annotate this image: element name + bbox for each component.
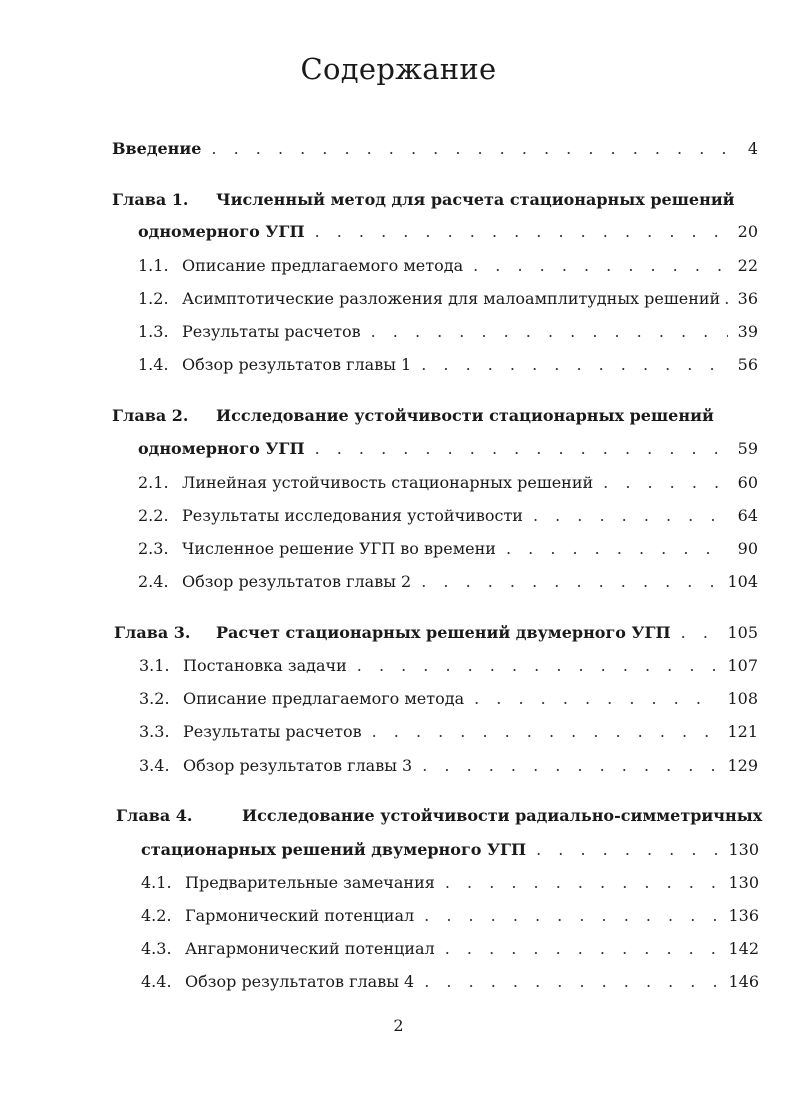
section-page: 142 <box>728 939 759 958</box>
section-page: 107 <box>727 656 758 675</box>
section-title: Описание предлагаемого метода <box>182 256 464 275</box>
section-number: 3.1. <box>139 656 170 675</box>
chapter-2-page: 59 <box>737 439 758 458</box>
leader-dots <box>424 972 718 992</box>
section-title: Обзор результатов главы 4 <box>185 972 415 991</box>
section-title: Обзор результатов главы 3 <box>183 756 413 775</box>
section-page: 121 <box>727 722 758 741</box>
toc-section[interactable] <box>139 689 758 709</box>
section-page: 22 <box>737 256 758 275</box>
page-title: Содержание <box>300 52 497 86</box>
section-page: 104 <box>727 572 758 591</box>
section-number: 1.4. <box>138 355 169 374</box>
chapter-4-title-line1: Исследование устойчивости радиально-симметричных <box>242 806 763 825</box>
section-number: 1.1. <box>138 256 169 275</box>
section-title: Обзор результатов главы 1 <box>182 355 412 374</box>
section-number: 4.3. <box>141 939 172 958</box>
section-page: 136 <box>728 906 759 925</box>
leader-dots <box>315 222 728 242</box>
chapter-3-page: 105 <box>727 623 758 642</box>
toc-section[interactable] <box>138 506 758 526</box>
leader-dots <box>424 906 718 926</box>
chapter-4-number: Глава 4. <box>116 806 193 825</box>
chapter-2-number: Глава 2. <box>112 406 189 425</box>
section-number: 1.2. <box>138 289 169 308</box>
chapter-4-page: 130 <box>728 840 759 859</box>
toc-section[interactable] <box>138 473 758 493</box>
page-number: 2 <box>393 1016 404 1035</box>
section-number: 2.1. <box>138 473 169 492</box>
toc-section[interactable] <box>139 656 758 676</box>
toc-section[interactable] <box>139 756 758 776</box>
chapter-4-heading-cont[interactable] <box>141 840 759 860</box>
chapter-1-number: Глава 1. <box>112 190 189 209</box>
toc-intro-label: Введение <box>112 139 202 158</box>
leader-dots <box>724 289 733 309</box>
leader-dots <box>445 873 719 893</box>
leader-dots <box>681 623 718 643</box>
section-title: Результаты расчетов <box>182 322 361 341</box>
toc-section[interactable] <box>138 539 758 559</box>
chapter-2-title-line1: Исследование устойчивости стационарных решений <box>216 406 714 425</box>
section-number: 1.3. <box>138 322 169 341</box>
chapter-3-number: Глава 3. <box>114 623 191 642</box>
section-page: 56 <box>737 355 758 374</box>
leader-dots <box>421 572 717 592</box>
leader-dots <box>421 355 727 375</box>
chapter-2-heading[interactable] <box>112 406 714 426</box>
leader-dots <box>371 322 728 342</box>
toc-section[interactable] <box>138 322 758 342</box>
chapter-4-title-line2: стационарных решений двумерного УГП <box>141 840 527 859</box>
section-title: Результаты расчетов <box>183 722 362 741</box>
section-page: 130 <box>728 873 759 892</box>
leader-dots <box>473 256 728 276</box>
leader-dots <box>372 722 718 742</box>
leader-dots <box>211 139 737 159</box>
chapter-2-title-line2: одномерного УГП <box>138 439 305 458</box>
section-title: Численное решение УГП во времени <box>182 539 496 558</box>
toc-section[interactable] <box>139 722 758 742</box>
toc-intro[interactable] <box>112 139 758 159</box>
toc-section[interactable] <box>141 939 759 959</box>
section-title: Описание предлагаемого метода <box>183 689 465 708</box>
leader-dots <box>422 756 717 776</box>
toc-section[interactable] <box>138 355 758 375</box>
section-title: Постановка задачи <box>183 656 347 675</box>
section-number: 3.4. <box>139 756 170 775</box>
section-page: 108 <box>727 689 758 708</box>
section-page: 36 <box>737 289 758 308</box>
section-title: Ангармонический потенциал <box>185 939 435 958</box>
chapter-1-heading-cont[interactable] <box>138 222 758 242</box>
chapter-1-title-line1: Численный метод для расчета стационарных решений <box>216 190 735 209</box>
leader-dots <box>445 939 719 959</box>
section-number: 2.4. <box>138 572 169 591</box>
chapter-1-page: 20 <box>737 222 758 241</box>
section-number: 2.2. <box>138 506 169 525</box>
section-number: 2.3. <box>138 539 169 558</box>
section-page: 146 <box>728 972 759 991</box>
section-title: Гармонический потенциал <box>185 906 415 925</box>
leader-dots <box>533 506 728 526</box>
leader-dots <box>474 689 717 709</box>
chapter-4-heading[interactable] <box>116 806 762 826</box>
leader-dots <box>506 539 728 559</box>
toc-section[interactable] <box>141 972 759 992</box>
section-title: Результаты исследования устойчивости <box>182 506 523 525</box>
leader-dots <box>603 473 727 493</box>
section-number: 4.2. <box>141 906 172 925</box>
section-number: 4.1. <box>141 873 172 892</box>
chapter-3-heading[interactable] <box>114 623 758 643</box>
leader-dots <box>357 656 718 676</box>
chapter-2-heading-cont[interactable] <box>138 439 758 459</box>
toc-section[interactable] <box>141 906 759 926</box>
chapter-3-title-line1: Расчет стационарных решений двумерного УГП <box>216 623 671 642</box>
section-page: 60 <box>737 473 758 492</box>
leader-dots <box>315 439 728 459</box>
section-number: 4.4. <box>141 972 172 991</box>
section-title: Асимптотические разложения для малоамплитудных решений <box>182 289 721 308</box>
leader-dots <box>536 840 718 860</box>
section-page: 90 <box>737 539 758 558</box>
toc-section[interactable] <box>138 289 758 309</box>
toc-intro-page: 4 <box>747 139 758 158</box>
toc-section[interactable] <box>138 256 758 276</box>
section-page: 64 <box>737 506 758 525</box>
section-page: 129 <box>727 756 758 775</box>
chapter-1-heading[interactable] <box>112 190 735 210</box>
toc-section[interactable] <box>141 873 759 893</box>
chapter-1-title-line2: одномерного УГП <box>138 222 305 241</box>
section-number: 3.2. <box>139 689 170 708</box>
section-number: 3.3. <box>139 722 170 741</box>
section-page: 39 <box>737 322 758 341</box>
toc-section[interactable] <box>138 572 758 592</box>
section-title: Линейная устойчивость стационарных решений <box>182 473 594 492</box>
section-title: Предварительные замечания <box>185 873 435 892</box>
section-title: Обзор результатов главы 2 <box>182 572 412 591</box>
